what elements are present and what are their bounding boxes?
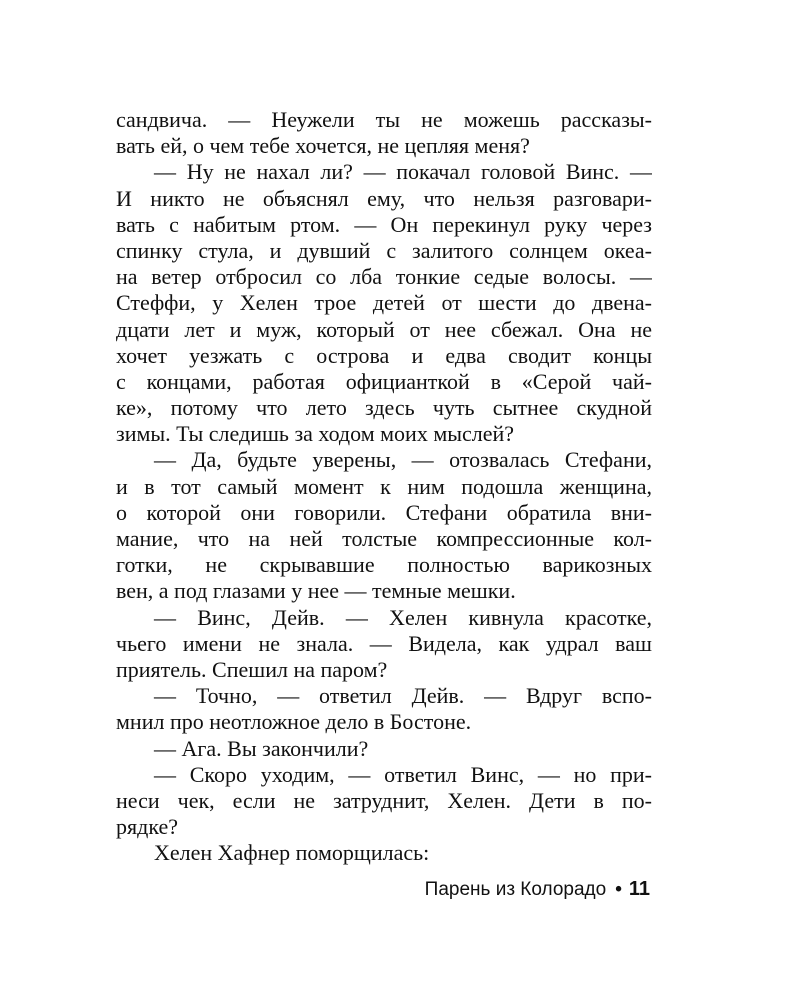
text-line: ке», потому что лето здесь чуть сытнее скудной (116, 395, 652, 421)
text-line: хочет уезжать с острова и едва сводит концы (116, 342, 652, 368)
text-line: вать ей, о чем тебе хочется, не цепляя меня? (116, 133, 530, 159)
body-text (116, 107, 652, 866)
bullet-separator: • (615, 879, 622, 900)
text-line: Стеффи, у Хелен трое детей от шести до двена- (116, 290, 652, 316)
text-line: мнил про неотложное дело в Бостоне. (116, 709, 472, 735)
text-line: готки, не скрывавшие полностью варикозных (116, 552, 652, 578)
text-line: сандвича. — Неужели ты не можешь рассказы- (116, 107, 652, 132)
text-line: — Точно, — ответил Дейв. — Вдруг вспо- (154, 683, 652, 709)
text-line: приятель. Спешил на паром? (116, 656, 388, 682)
text-line: мание, что на ней толстые компрессионные кол- (116, 526, 652, 551)
text-line: зимы. Ты следишь за ходом моих мыслей? (116, 421, 515, 447)
text-line: вать с набитым ртом. — Он перекинул руку через (116, 211, 652, 237)
text-line: Хелен Хафнер поморщилась: (154, 840, 430, 866)
text-line: И никто не объяснял ему, что нельзя разговари- (116, 185, 652, 211)
text-line: неси чек, если не затруднит, Хелен. Дети в по- (116, 787, 652, 813)
text-line: и в тот самый момент к ним подошла женщина, (116, 473, 652, 499)
text-line: спинку стула, и дувший с залитого солнцем океа- (116, 237, 652, 263)
text-line: о которой они говорили. Стефани обратила вни- (116, 499, 652, 525)
text-line: с концами, работая официанткой в «Серой чай- (116, 368, 652, 394)
page-number: 11 (628, 878, 650, 900)
text-line: — Да, будьте уверены, — отозвалась Стефани, (154, 447, 652, 473)
text-line: рядке? (116, 814, 178, 840)
text-line: — Винс, Дейв. — Хелен кивнула красотке, (154, 604, 652, 630)
text-line: — Ну не нахал ли? — покачал головой Винс. — (154, 159, 652, 185)
text-line: — Скоро уходим, — ответил Винс, — но при- (154, 761, 652, 787)
text-line: чьего имени не знала. — Видела, как удрал ваш (116, 630, 652, 656)
text-line: — Ага. Вы закончили? (154, 735, 369, 761)
page-footer (425, 878, 650, 901)
text-line: вен, а под глазами у нее — темные мешки. (116, 578, 516, 604)
text-line: дцати лет и муж, который от нее сбежал. Она не (116, 316, 652, 342)
text-line: на ветер отбросил со лба тонкие седые волосы. — (116, 264, 652, 290)
running-title: Парень из Колорадо (424, 879, 607, 900)
